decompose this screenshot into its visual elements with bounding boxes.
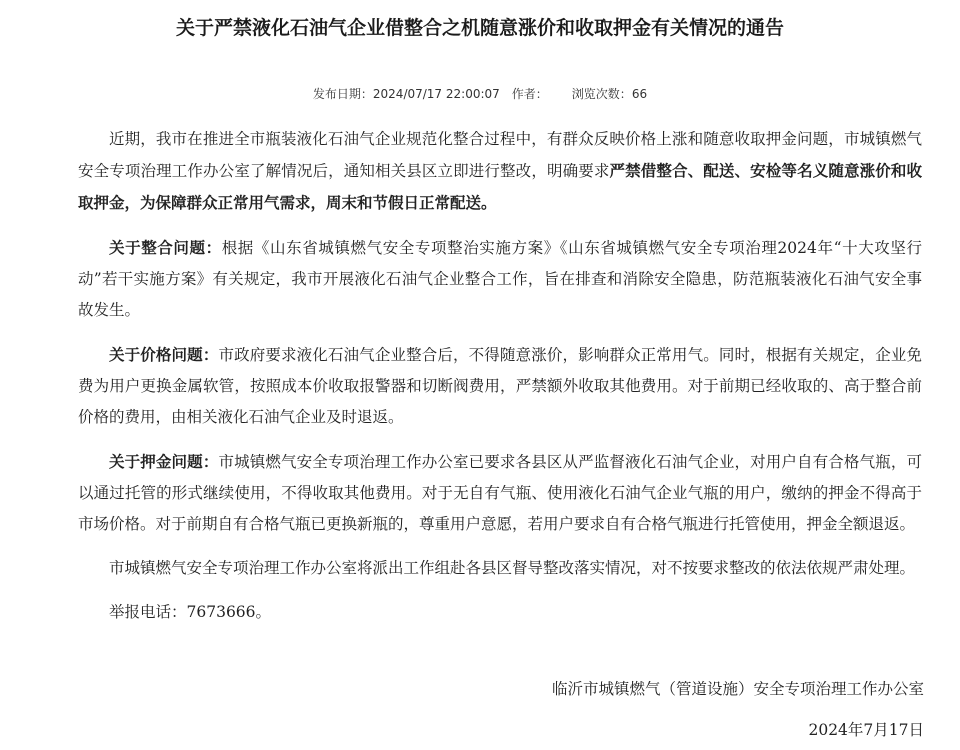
signature: 临沂市城镇燃气（管道设施）安全专项治理工作办公室: [551, 680, 924, 698]
notice-body: [78, 124, 922, 641]
notice-title: 关于严禁液化石油气企业借整合之机随意涨价和收取押金有关情况的通告: [175, 17, 784, 39]
notice-meta: [0, 84, 960, 104]
section-heading: 关于押金问题：: [109, 452, 219, 471]
publish-date-label: 发布日期：: [312, 87, 373, 101]
views-count: 66: [631, 87, 648, 101]
signature-date: 2024年7月17日: [808, 721, 924, 739]
section-text: 市城镇燃气安全专项治理工作办公室已要求各县区从严监督液化石油气企业，对用户自有合格气瓶，可以通过托管的形式继续使用，不得收取其他费用。对于无自有气瓶、使用液化石油气企业气瓶的用户，缴纳的押金不得高于市场价格。对于前期自有合格气瓶已更换新瓶的，尊重用户意愿，若用户要求自有合格气瓶进行托管使用，押金全额退返。: [78, 453, 922, 533]
views-label: 浏览次数：: [571, 87, 632, 101]
intro-paragraph: [78, 124, 922, 219]
closing-paragraph: 市城镇燃气安全专项治理工作办公室将派出工作组赴各县区督导整改落实情况，对不按要求整改的依法依规严肃处理。: [109, 559, 916, 577]
section-deposit: [78, 446, 922, 540]
section-consolidation: [78, 232, 922, 326]
section-heading: 关于价格问题：: [109, 345, 219, 364]
intro-text: 近期，我市在推进全市瓶装液化石油气企业规范化整合过程中，有群众反映价格上涨和随意收取押金问题，市城镇燃气安全专项治理工作办公室了解情况后，通知相关县区立即进行整改，明确要求: [78, 130, 922, 180]
author-label: 作者：: [511, 87, 548, 101]
section-heading: 关于整合问题：: [109, 238, 222, 257]
publish-date: 2024/07/17 22:00:07: [372, 87, 500, 101]
section-text: 根据《山东省城镇燃气安全专项整治实施方案》《山东省城镇燃气安全专项治理2024年“十大攻坚行动”若干实施方案》有关规定，我市开展液化石油气企业整合工作，旨在排查和消除安全隐患，防范瓶装液化石油气安全事故发生。: [78, 239, 922, 319]
section-text: 市政府要求液化石油气企业整合后，不得随意涨价，影响群众正常用气。同时，根据有关规定，企业免费为用户更换金属软管，按照成本价收取报警器和切断阀费用，严禁额外收取其他费用。对于前期已经收取的、高于整合前价格的费用，由相关液化石油气企业及时退返。: [78, 346, 922, 426]
section-pricing: [78, 339, 922, 433]
hotline-paragraph: 举报电话：7673666。: [109, 603, 272, 621]
intro-emphasis: 严禁借整合、配送、安检等名义随意涨价和收取押金，为保障群众正常用气需求，周末和节假日正常配送。: [78, 161, 922, 212]
